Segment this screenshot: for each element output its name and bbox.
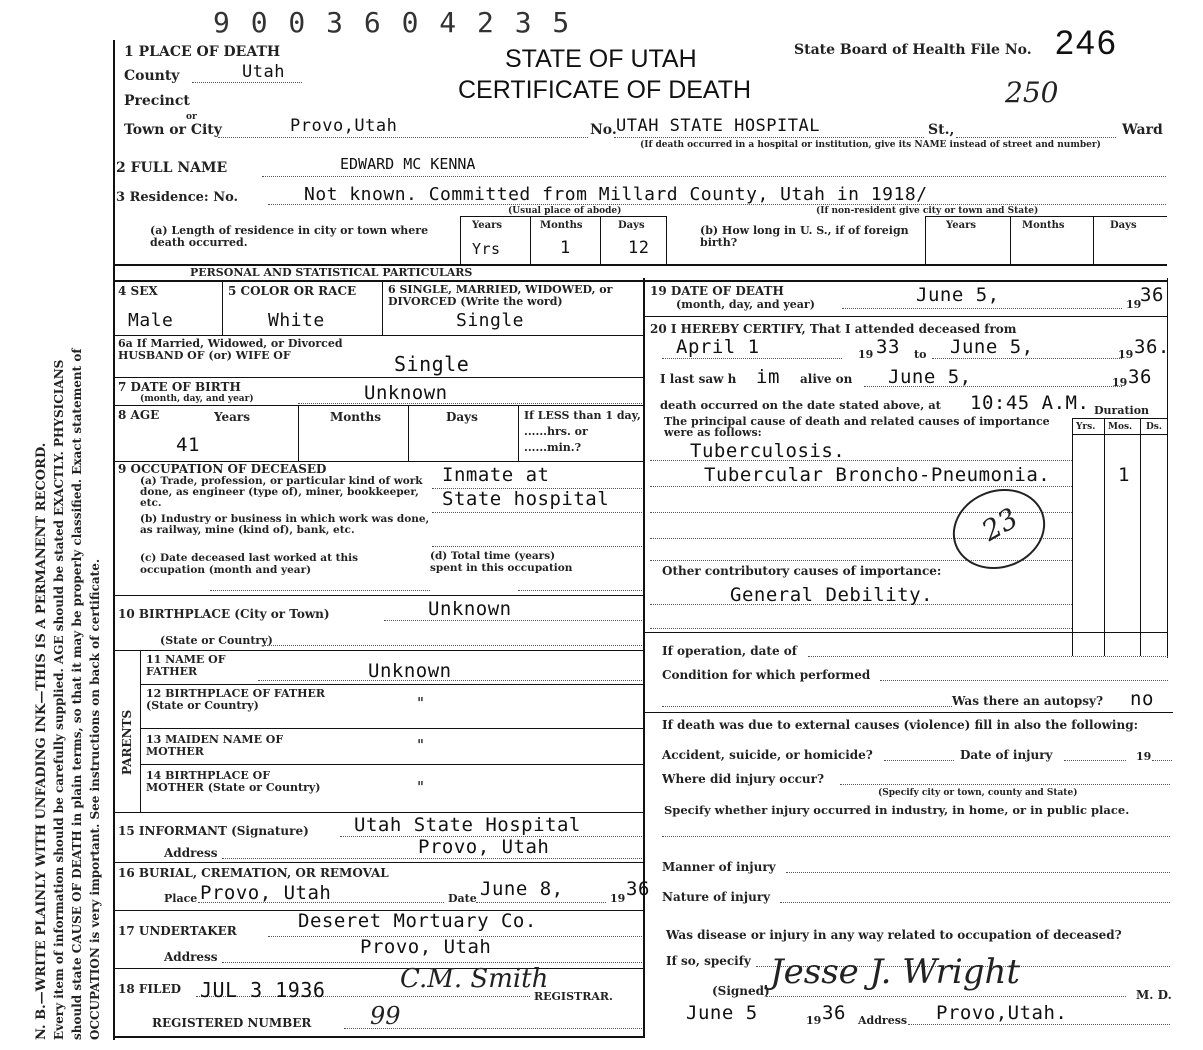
age-years-value: 41 — [176, 434, 200, 456]
age-days-label: Days — [446, 410, 478, 424]
physician-signature: Jesse J. Wright — [770, 952, 1021, 992]
certify-to-label: to — [914, 348, 927, 361]
frame-bottom — [113, 1036, 643, 1038]
occupation-value-line2: State hospital — [442, 488, 610, 510]
st-label: St., — [928, 122, 955, 138]
hospital-note: (If death occurred in a hospital or institution, give its NAME instead of street and number) — [640, 140, 1101, 150]
alive-value: June 5, — [888, 366, 972, 388]
mother-birthplace-label: 14 BIRTHPLACE OF MOTHER (State or Country) — [146, 769, 321, 794]
autopsy-value: no — [1130, 688, 1154, 710]
age-months-label: Months — [330, 410, 382, 424]
registrar-label: REGISTRAR. — [534, 990, 613, 1003]
certify-to-value: June 5, — [950, 336, 1034, 358]
nature-label: Nature of injury — [662, 890, 771, 904]
certify-from-year: 33 — [876, 336, 900, 358]
other-causes-value: General Debility. — [730, 584, 933, 606]
mos-label: Mos. — [1108, 422, 1133, 432]
signed-label: (Signed) — [712, 984, 770, 998]
undertaker-address-value: Provo, Utah — [360, 936, 492, 958]
cause-line2: Tubercular Broncho-Pneumonia. — [704, 464, 1051, 486]
occupation-b-label: (b) Industry or business in which work was done, as railway, mine (kind of), bank, etc. — [140, 513, 430, 536]
father-birthplace-value: " — [416, 694, 426, 712]
mother-label: 13 MAIDEN NAME OF MOTHER — [146, 733, 284, 758]
parents-side-label: PARENTS — [120, 709, 134, 775]
town-value: Provo,Utah — [290, 116, 398, 136]
personal-header: PERSONAL AND STATISTICAL PARTICULARS — [190, 266, 473, 279]
informant-value: Utah State Hospital — [354, 814, 581, 836]
right-divider — [1167, 278, 1168, 658]
b-months-label: Months — [1022, 220, 1065, 231]
occupation-d-label: (d) Total time (years) spent in this occupation — [430, 550, 573, 574]
birthplace-label: 10 BIRTHPLACE (City or Town) — [118, 607, 330, 621]
date-of-death-value: June 5, — [916, 284, 1000, 306]
duration-label: Duration — [1094, 404, 1150, 417]
nonresident-note: (If non-resident give city or town and State) — [816, 206, 1039, 216]
circled-number: 23 — [976, 501, 1024, 548]
file-no-value: 246 — [1055, 24, 1118, 62]
spouse-label: 6a If Married, Widowed, or Divorced HUSBAND OF (or) WIFE OF — [118, 337, 343, 362]
marital-label: 6 SINGLE, MARRIED, WIDOWED, or DIVORCED (Write the word) — [388, 283, 613, 308]
burial-date-label: Date — [448, 892, 477, 905]
precinct-label: Precinct — [124, 93, 190, 109]
certify-to-year-prefix: 19 — [1118, 348, 1134, 361]
other-causes-label: Other contributory causes of importance: — [662, 564, 942, 578]
injury-year-prefix: 19 — [1136, 750, 1152, 763]
length-label: (a) Length of residence in city or town where death occurred. — [150, 224, 429, 249]
days-value: 12 — [628, 238, 650, 258]
yrs-label: Yrs. — [1076, 422, 1096, 432]
injury-date-label: Date of injury — [960, 748, 1053, 762]
date-of-death-year-value: 36 — [1140, 284, 1164, 306]
registered-label: REGISTERED NUMBER — [152, 1016, 312, 1030]
residence-value: Not known. Committed from Millard County, Utah in 1918/ — [304, 184, 928, 205]
dob-sublabel: (month, day, and year) — [140, 394, 254, 404]
undertaker-label: 17 UNDERTAKER — [118, 924, 237, 938]
signed-address-label: Address — [858, 1014, 908, 1027]
alive-year: 36 — [1128, 366, 1152, 388]
operation-label: If operation, date of — [662, 644, 797, 658]
certify-label: 20 I HEREBY CERTIFY, That I attended deceased from — [650, 322, 1017, 336]
years-value: Yrs — [472, 240, 501, 258]
md-label: M. D. — [1136, 988, 1172, 1002]
days-label: Days — [618, 220, 645, 231]
side-note-line4: OCCUPATION is very important. See instructions on back of certificate. — [88, 558, 102, 1040]
file-no-label: State Board of Health File No. — [794, 42, 1032, 58]
burial-date-value: June 8, — [480, 878, 564, 900]
undertaker-address-label: Address — [164, 950, 218, 964]
certificate-title: CERTIFICATE OF DEATH — [458, 76, 752, 104]
full-name-value: EDWARD MC KENNA — [340, 155, 476, 173]
dob-label: 7 DATE OF BIRTH — [118, 380, 241, 394]
date-of-death-label: 19 DATE OF DEATH — [650, 284, 784, 298]
autopsy-label: Was there an autopsy? — [952, 694, 1104, 708]
county-label: County — [124, 68, 180, 84]
occupation-c-label: (c) Date deceased last worked at this occupation (month and year) — [140, 552, 358, 576]
father-birthplace-label: 12 BIRTHPLACE OF FATHER (State or Country) — [146, 687, 326, 712]
registered-value: 99 — [370, 1002, 401, 1030]
informant-address-value: Provo, Utah — [418, 836, 550, 858]
burial-label: 16 BURIAL, CREMATION, OR REMOVAL — [118, 866, 389, 880]
cause-label: The principal cause of death and related causes of importance were as follows: — [664, 415, 1050, 439]
signed-date: June 5 — [686, 1002, 758, 1024]
specify-so-label: If so, specify — [666, 954, 751, 968]
center-divider — [643, 278, 645, 1038]
accident-label: Accident, suicide, or homicide? — [662, 748, 873, 762]
sex-label: 4 SEX — [118, 284, 158, 298]
alive-label: alive on — [800, 372, 853, 386]
b-years-label: Years — [946, 220, 977, 231]
no-label: No. — [590, 122, 617, 138]
where-injury-note: (Specify city or town, county and State) — [878, 788, 1078, 798]
county-value: Utah — [242, 62, 285, 82]
sex-value: Male — [128, 310, 174, 331]
burial-year-value: 36 — [626, 878, 650, 900]
mother-value: " — [416, 736, 426, 754]
full-name-label: 2 FULL NAME — [116, 160, 228, 176]
cause-line2-months: 1 — [1118, 464, 1130, 486]
cause-line1: Tuberculosis. — [690, 440, 846, 462]
or-label: or — [186, 112, 197, 122]
signed-year: 36 — [822, 1002, 846, 1024]
informant-label: 15 INFORMANT (Signature) — [118, 824, 309, 838]
months-value: 1 — [560, 238, 571, 258]
occupation-value-line1: Inmate at — [442, 464, 550, 486]
father-value: Unknown — [368, 660, 452, 682]
last-saw-label: I last saw h — [660, 372, 737, 386]
manner-label: Manner of injury — [662, 860, 776, 874]
residence-label: 3 Residence: No. — [116, 190, 239, 205]
related-label: Was disease or injury in any way related to occupation of deceased? — [666, 928, 1122, 942]
age-less-label: If LESS than 1 day, ......hrs. or ......min.? — [524, 409, 641, 454]
foreign-label: (b) How long in U. S., if of foreign birth? — [700, 224, 909, 249]
b-days-label: Days — [1110, 220, 1137, 231]
mother-birthplace-value: " — [416, 778, 426, 796]
burial-year-prefix: 19 — [610, 892, 626, 905]
where-injury-label: Where did injury occur? — [662, 772, 825, 786]
father-label: 11 NAME OF FATHER — [146, 653, 226, 678]
color-label: 5 COLOR OR RACE — [228, 284, 357, 298]
side-note-line3: should state CAUSE OF DEATH in plain terms, so that it may be properly classified. Exact statement of — [70, 348, 84, 1040]
years-label: Years — [472, 220, 503, 231]
side-note-line2: Every item of information should be carefully supplied. AGE should be stated EXACTLY. PHYSICIANS — [52, 359, 66, 1040]
side-note-line1: N. B.—WRITE PLAINLY WITH UNFADING INK—THIS IS A PERMANENT RECORD. — [34, 442, 49, 1040]
filed-value: JUL 3 1936 — [200, 978, 326, 1002]
state-header: STATE OF UTAH — [505, 45, 697, 73]
date-of-death-sublabel: (month, day, and year) — [676, 298, 815, 311]
last-saw-value: im — [756, 366, 780, 388]
usual-place-note: (Usual place of abode) — [508, 206, 622, 216]
specify-place-label: Specify whether injury occurred in industry, in home, or in public place. — [664, 803, 1130, 817]
certify-from-value: April 1 — [676, 336, 760, 358]
certify-to-year: 36. — [1134, 336, 1170, 358]
ds-label: Ds. — [1146, 422, 1163, 432]
occupation-label: 9 OCCUPATION OF DECEASED — [118, 462, 327, 476]
months-label: Months — [540, 220, 583, 231]
occupation-a-label: (a) Trade, profession, or particular kind of work done, as engineer (type of), miner, bookkeeper, etc. — [140, 475, 423, 509]
informant-address-label: Address — [164, 846, 218, 860]
birthplace-value: Unknown — [428, 598, 512, 620]
birthplace-sub: (State or Country) — [160, 634, 273, 647]
spouse-value: Single — [394, 352, 470, 376]
serial-number: 9 0 0 3 6 0 4 2 3 5 — [213, 6, 572, 39]
age-label: 8 AGE — [118, 408, 160, 422]
frame-left — [113, 40, 115, 1040]
ward-label: Ward — [1122, 122, 1163, 138]
death-time-value: 10:45 A.M. — [970, 392, 1090, 414]
death-occurred-label: death occurred on the date stated above, at — [660, 398, 941, 412]
burial-place-label: Place — [164, 892, 198, 905]
age-years-label: Years — [214, 410, 251, 424]
undertaker-value: Deseret Mortuary Co. — [298, 910, 537, 932]
signed-year-prefix: 19 — [806, 1014, 822, 1027]
external-causes-label: If death was due to external causes (violence) fill in also the following: — [662, 718, 1139, 732]
handwritten-number: 250 — [1005, 76, 1059, 109]
place-of-death-label: 1 PLACE OF DEATH — [124, 44, 281, 60]
dob-value: Unknown — [364, 382, 448, 404]
certify-from-year-prefix: 19 — [858, 348, 874, 361]
no-value: UTAH STATE HOSPITAL — [616, 116, 820, 136]
condition-label: Condition for which performed — [662, 668, 871, 682]
filed-label: 18 FILED — [118, 982, 181, 996]
town-label: Town or City — [124, 122, 222, 138]
marital-value: Single — [456, 310, 525, 331]
date-of-death-year-prefix: 19 — [1126, 298, 1142, 311]
registrar-signature: C.M. Smith — [400, 964, 549, 994]
signed-address-value: Provo,Utah. — [936, 1002, 1068, 1024]
burial-place-value: Provo, Utah — [200, 882, 332, 904]
color-value: White — [268, 310, 325, 331]
alive-year-prefix: 19 — [1112, 376, 1128, 389]
